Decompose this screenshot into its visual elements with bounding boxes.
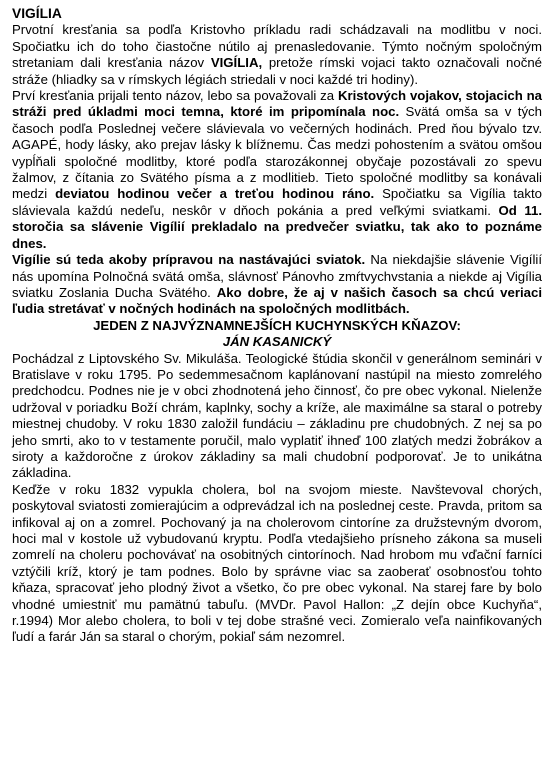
bold-text-run: Vigílie sú teda akoby prípravou na nastávajúci sviatok. <box>12 252 366 268</box>
article-title: VIGÍLIA <box>12 6 62 21</box>
text-run: pretože rímski vojaci takto označovali nočné stráže (hliadky sa v rímskych légiách striedali v noci každé tri hodiny). <box>12 55 542 87</box>
bold-text-run: deviatou hodinou večer a treťou hodinou ráno. <box>55 186 375 202</box>
article-paragraph-1 <box>12 22 542 88</box>
text-run: Spočiatku sa Vigília takto slávievala každú nedeľu, neskôr v dňoch pokánia a pred veľkými sviatkami. <box>12 186 542 218</box>
bold-text-run: Kristových vojakov, stojacich na stráži pred úkladmi moci temna, ktoré im pripomínala noc. <box>12 88 542 120</box>
text-run: Prvotní kresťania sa podľa Kristovho príkladu radi schádzavali na modlitbu v noci. Spočiatku ich do toho čiastočne nútilo aj prenasledovanie. Týmto nočným spoločným stretaniam dali kresťania názov <box>12 22 542 71</box>
biography-paragraph-2: Keďže v roku 1832 vypukla cholera, bol na svojom mieste. Navštevoval chorých, poskytoval sviatosti zomierajúcim a odprevádzal ich na poslednej ceste. Pravda, pritom sa infikoval aj on a zomrel. Pochovaný ja na cholerovom cintoríne za družstevným dvorom, hoci mal v kostole už vybudovanú kryptu. Podľa vtedajšieho prísneho zákona sa museli zomrelí na choleru pochovávať na osobitných cintorínoch. Nad hrobom mu vďační farníci vztýčili kríž, ktorý je tam podnes. Bolo by správne viac sa zaoberať osobnosťou tohto kňaza, spracovať jeho plodný život a všetko, čo pre obec vykonal. Na starej fare by bolo vhodné umiestniť mu pamätnú tabuľu. (MVDr. Pavol Hallon: „Z dejín obce Kuchyňa“, r.1994) Mor alebo cholera, to boli v tej dobe strašné veci. Zomieralo veľa nainfikovaných ľudí a farár Ján sa staral o chorým, pokiaľ sám nezomrel. <box>12 481 542 645</box>
bold-text-run: Od 11. storočia sa slávenie Vigílií prekladalo na predvečer sviatku, tak ako to poznáme dnes. <box>12 202 542 251</box>
biography-name: JÁN KASANICKÝ <box>222 334 332 350</box>
text-run: Svätá omša sa v tých časoch podľa Poslednej večere slávievala vo večerných hodinách. Pred ňou bývalo tzv. AGAPÉ, hody lásky, ako prejav lásky k blížnemu. Čas medzi pohostením a svätou omšou vypĺňali spoločné modlitby, ktoré podľa starozákonnej obyčaje pozostávali zo spevu žalmov, z čítania zo Svätého písma a z modlitieb. Tieto spoločné modlitby sa konávali medzi <box>12 104 542 202</box>
biography-paragraph-1: Pochádzal z Liptovského Sv. Mikuláša. Teologické štúdia skončil v generálnom seminári v Bratislave v roku 1795. Po sedemmesačnom kaplánovaní nastúpil na miesto zomrelého predchodcu. Podnes nie je v obci zhodnotená jeho činnosť, čo pre obec vykonal. Nielenže udržoval v poriadku Boží chrám, kaplnky, sochy a kríže, ale maximálne sa staral o potreby miestnej chudoby. V roku 1830 založil fundáciu – základinu pre chudobných. Z nej sa po jeho smrti, ako to v testamente poručil, malo vyplatiť ihneď 100 zlatých medzi žobrákov a siroty a každoročne z úrokov základiny sa mali chudobní podporovať. Je to unikátna základina. <box>12 350 542 481</box>
biography-heading: JEDEN Z NAJVÝZNAMNEJŠÍCH KUCHYNSKÝCH KŇAZOV: <box>93 317 461 333</box>
text-run: Na niekdajšie slávenie Vigílií nás upomína Polnočná svätá omša, slávnosť Pánovho zmŕtvychvstania a niekde aj Vigília sviatku Zoslania Ducha Svätého. <box>12 252 542 300</box>
article-paragraph-3 <box>12 252 542 318</box>
bold-text-run: Ako dobre, že aj v našich časoch sa chcú veriaci ľudia stretávať v nočných hodinách na spoločných modlitbách. <box>12 284 542 317</box>
bold-text-run: VIGÍLIA, <box>210 55 263 71</box>
article-paragraph-2 <box>12 88 542 252</box>
text-run: Prví kresťania prijali tento názov, lebo sa považovali za <box>12 88 338 104</box>
